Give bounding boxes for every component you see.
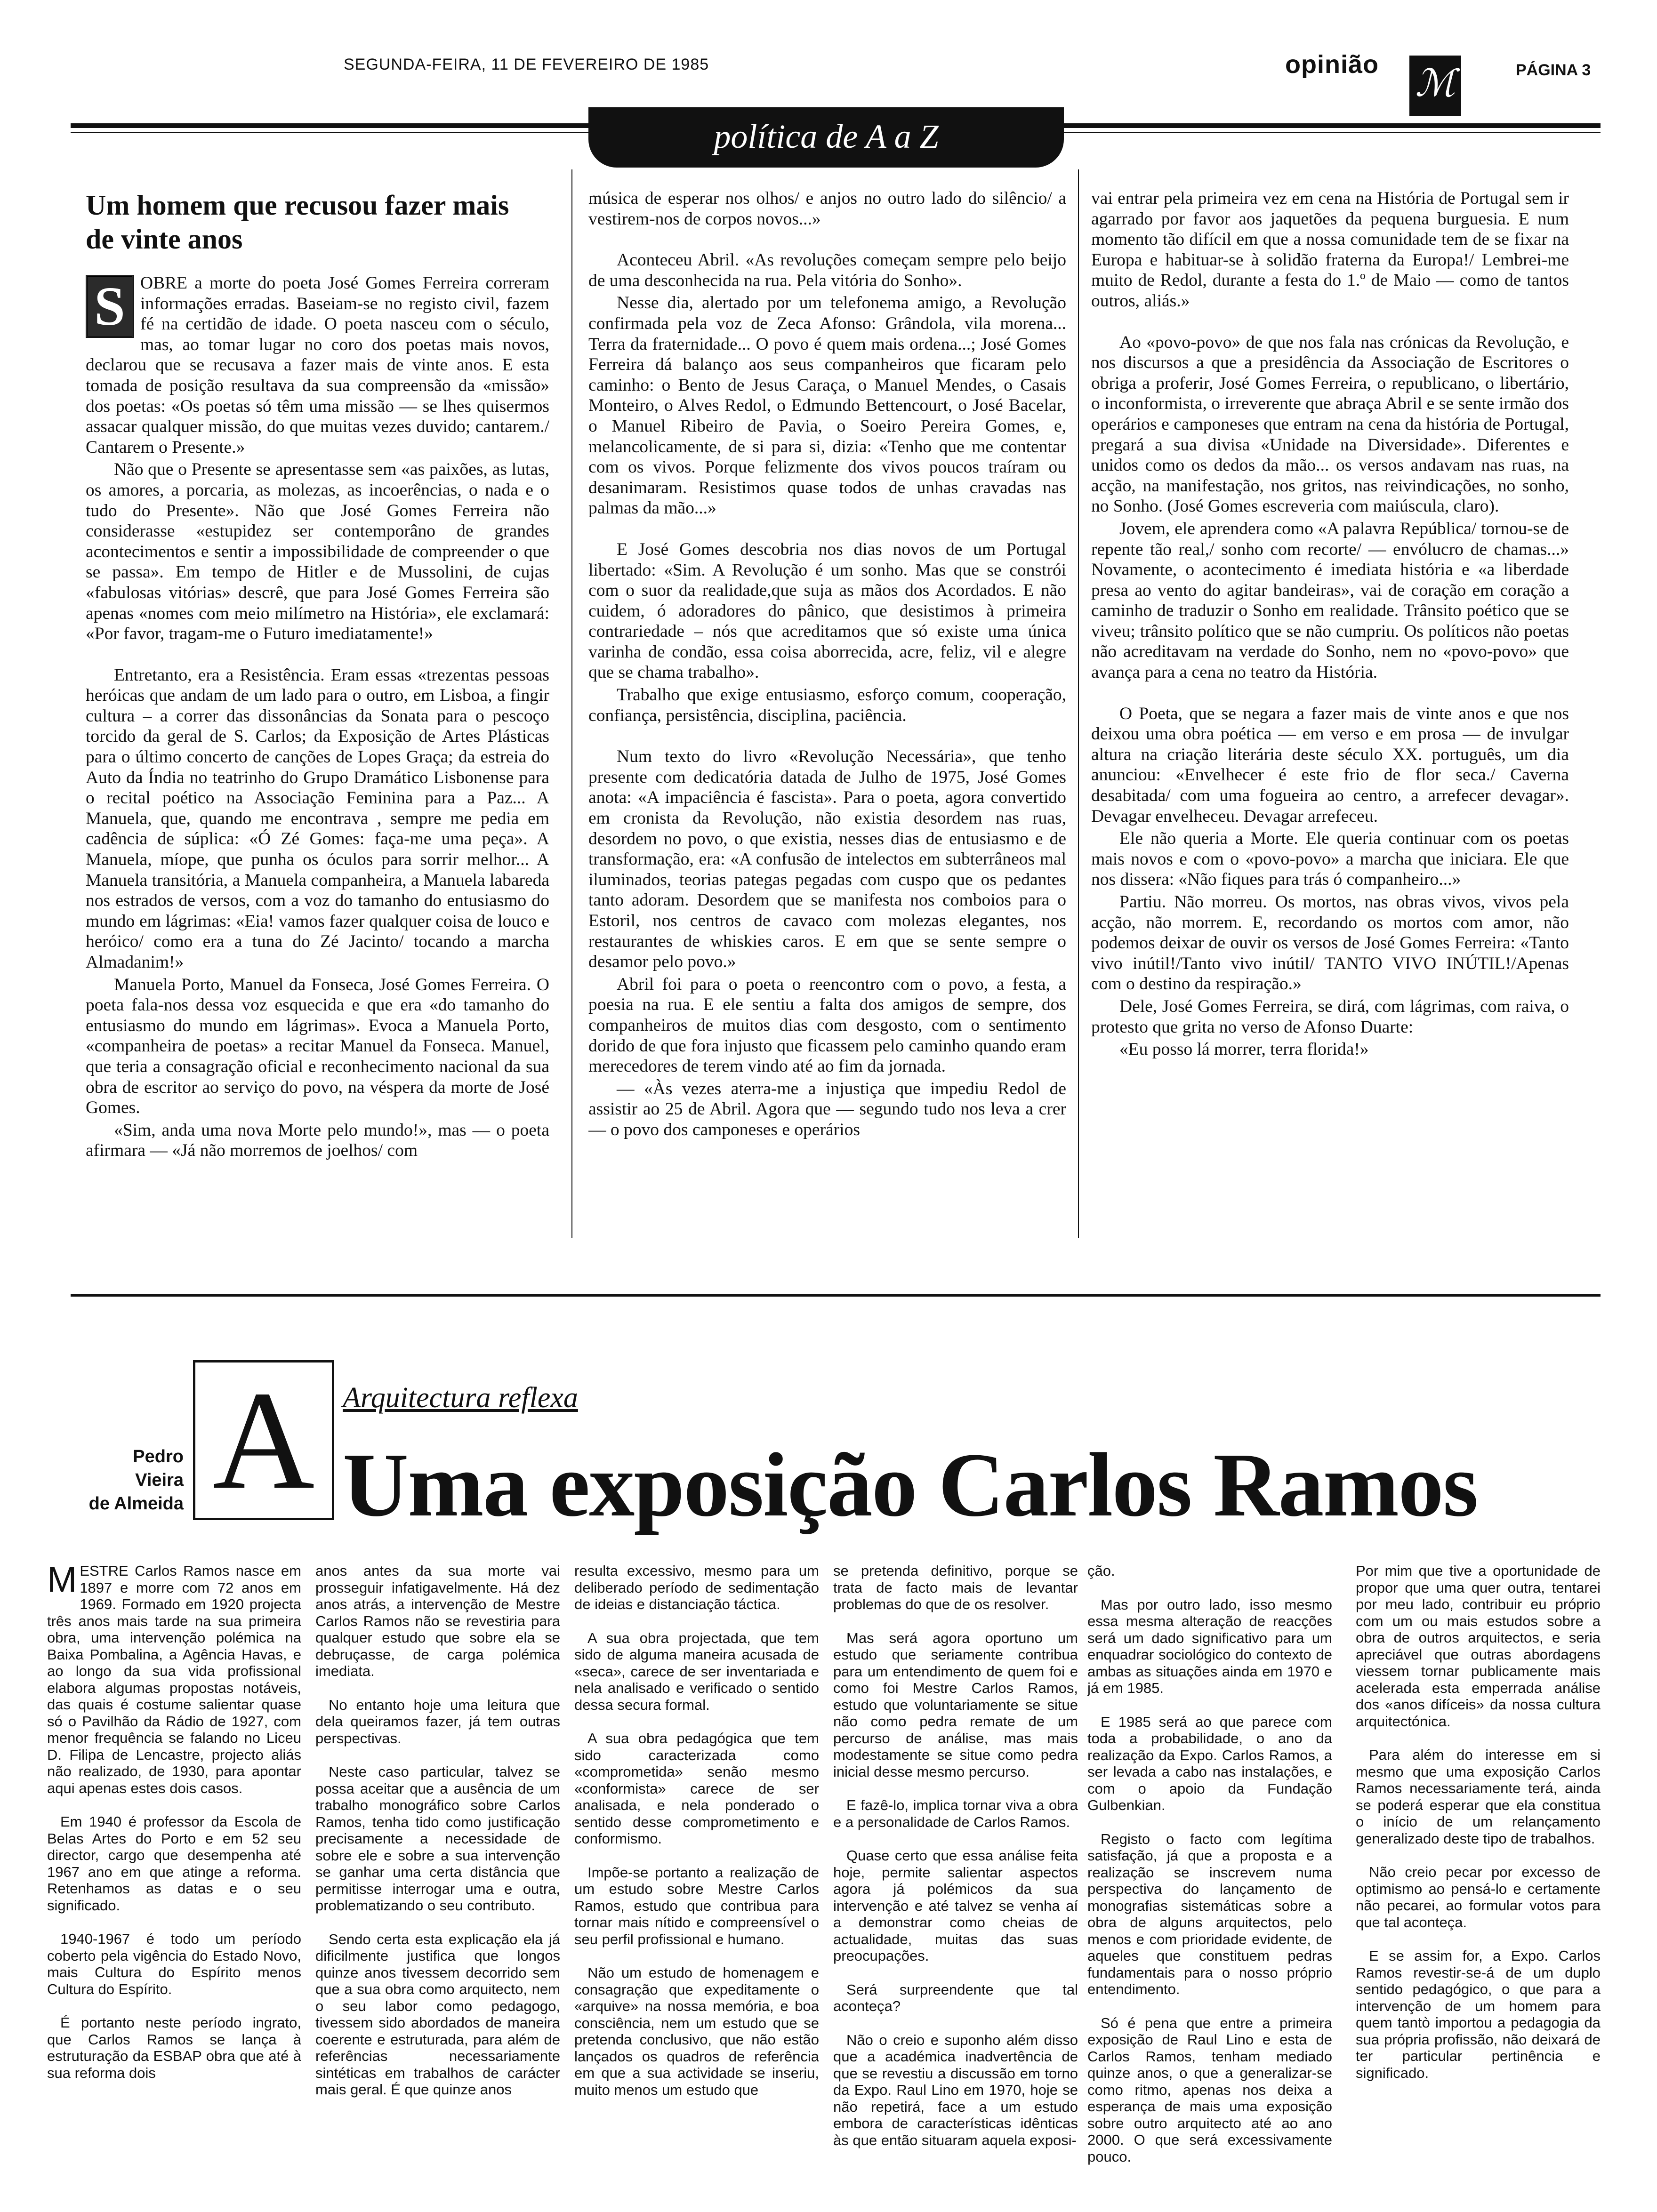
article1-col2-para-8: — «Às vezes aterra-me a injustiça que impediu Redol de assistir ao 25 de Abril. Agora que — segundo tudo nos leva a crer — o povo dos camponeses e operários [588, 1079, 1066, 1139]
article2-col5-para-5: Só é pena que entre a primeira exposição de Raul Lino e esta de Carlos Ramos, tenham mediado quinze anos, o que a generalizar-se como ritmo, apenas nos deixa a esperança de mais uma exposição sobre outro arquitecto até ao ano 2000. O que será excessivamente pouco. [1087, 2014, 1332, 2165]
article2-col6-para-4: E se assim for, a Expo. Carlos Ramos revestir-se-á de um duplo sentido pedagógico, o que para a intervenção de um homem para quem tantò importou a pedagogia da sua própria profissão, não deixará de ter particular pertinência e significado. [1356, 1948, 1601, 2081]
article2-author-line-1: Pedro [133, 1447, 184, 1467]
article2-col5-para-1: ção. [1087, 1563, 1115, 1579]
article2-col1-para-2: Em 1940 é professor da Escola de Belas Artes do Porto e em 52 seu director, cargo que desempenha até 1967 ano em que atinge a reforma. Retenhamos as datas e o seu significado. [47, 1813, 301, 1914]
article2-col4-para-1: se pretenda definitivo, porque se trata de facto mais de levantar problemas do que de os resolver. [833, 1563, 1078, 1612]
article1-col3-para-7: Dele, José Gomes Ferreira, se dirá, com lágrimas, com raiva, o protesto que grita no verso de Afonso Duarte: [1091, 996, 1569, 1037]
article1-column-2 [588, 188, 1066, 1252]
article2-column-2 [315, 1563, 560, 2174]
article2-logo [193, 1360, 334, 1520]
article1-col1-para-5: «Sim, anda uma nova Morte pelo mundo!», mas — o poeta afirmara — «Já não morremos de joelhos/ com [86, 1120, 549, 1161]
article2-col2-para-1: anos antes da sua morte vai prosseguir infatigavelmente. Há dez anos atrás, a intervenção de Mestre Carlos Ramos não se revestiria para qualquer estudo que sobre ela se debruçasse, de carga polémica imediata. [315, 1563, 560, 1679]
article2-col4-para-3: E fazê-lo, implica tornar viva a obra e a personalidade de Carlos Ramos. [833, 1797, 1078, 1830]
newspaper-logo-letter: ℳ [1415, 63, 1456, 104]
article2-col4-para-4: Quase certo que essa análise feita hoje, permite salientar aspectos agora já polémicos da sua intervenção e até talvez se venha aí a demonstrar como cheias de actualidade, muitas das suas preocupações. [833, 1847, 1078, 1964]
article1-column-3 [1091, 188, 1569, 1252]
article1-col3-para-6: Partiu. Não morreu. Os mortos, nas obras vivos, vivos pela acção, não morrem. E, recordando os mortos com amor, não podemos deixar de ouvir os versos de José Gomes Ferreira: «Tanto vivo inútil!/Tanto vivo inútil/ TANTO VIVO INÚTIL!/Apenas com o destino da respiração.» [1091, 892, 1569, 994]
article2-author-line-3: de Almeida [88, 1494, 184, 1514]
column-divider-1 [571, 169, 572, 1238]
article1-col3-para-2: Ao «povo-povo» de que nos fala nas crónicas da Revolução, e nos discursos a que a presidência da Associação de Escritores o obriga a proferir, José Gomes Ferreira, o republicano, o libertário, o inconformista, o irreverente que abraça Abril e se sente irmão dos operários e camponeses que entram na cena da história de Portugal, pregará a sua divisa «Unidade na Diversidade». Diferentes e unidos como os dedos da mão... os versos andavam nas ruas, na acção, na manifestação, nos gritos, nas reivindicações, no sonho, no Sonho. (José Gomes escreveria com maiúscula, claro). [1091, 332, 1569, 516]
article1-col3-para-1: vai entrar pela primeira vez em cena na História de Portugal sem ir agarrado por favor aos jaquetões da pequena burguesia. E num momento tão difícil em que a nossa comunidade tem de se fixar na Europa e habituar-se à solidão fraterna da Europa!/ Lembrei-me muito de Redol, durante a festa do 1.º de Maio — como de tantos outros, aliás.» [1091, 189, 1569, 311]
article2-col3-para-2: A sua obra projectada, que tem sido de alguma maneira acusada de «seca», carece de ser inventariada e nela analisado e verificado o sentido dessa secura formal. [574, 1629, 819, 1713]
article1-column-1 [86, 273, 549, 1252]
article2-col3-para-1: resulta excessivo, mesmo para um deliberado período de sedimentação de ideias e distanciação táctica. [574, 1563, 819, 1612]
article2-author-line-2: Vieira [135, 1470, 184, 1490]
article2-col4-para-6: Não o creio e suponho além disso que a académica inadvertência de que se revestiu a discussão em torno da Expo. Raul Lino em 1970, hoje se não repetirá, face a um estudo embora de características idênticas às que então situaram aquela exposi- [833, 2031, 1078, 2148]
article1-col1-para-1: OBRE a morte do poeta José Gomes Ferreira correram informações erradas. Baseiam-se no registo civil, fazem fé na certidão de idade. O poeta nasceu com o século, mas, ao tomar lugar no coro dos poetas mais novos, declarou que se recusava a fazer mais de vinte anos. E esta tomada de posição resultava da sua compreensão da «missão» dos poetas: «Os poetas só têm uma missão — se lhes quisermos assacar qualquer missão, do que muitas vezes duvido; cantarem./ Cantarem o Presente.» [86, 273, 549, 457]
article2-col6-para-2: Para além do interesse em si mesmo que uma exposição Carlos Ramos necessariamente terá, ainda se poderá esperar que ela constitua o início de um relançamento generalizado deste tipo de trabalhos. [1356, 1747, 1601, 1847]
article2-column-3 [574, 1563, 819, 2174]
article2-author [85, 1445, 184, 1515]
article1-col2-para-7: Abril foi para o poeta o reencontro com o povo, a festa, a poesia na rua. E ele sentiu a falta dos amigos de sempre, dos companheiros de muitos dias com desgosto, com o sentimento dorido de que fora injusto que ficassem pelo caminho quando eram merecedores de terem vindo até ao fim da jornada. [588, 974, 1066, 1076]
section-banner-label: política de A a Z [714, 118, 939, 155]
article2-col6-para-1: Por mim que tive a oportunidade de propor que uma quer outra, tentarei por meu lado, contribuir eu próprio com um ou mais estudos sobre a obra de outros arquitectos, e seria apreciável que outras abordagens viessem tornar publicamente mais acelerada esta emperrada análise dos «anos difíceis» da nossa cultura arquitectónica. [1356, 1563, 1601, 1730]
article2-col2-para-2: No entanto hoje uma leitura que dela queiramos fazer, já tem outras perspectivas. [315, 1696, 560, 1747]
article2-column-4 [833, 1563, 1078, 2174]
article2-column-5 [1087, 1563, 1332, 2174]
article2-logo-letter: A [212, 1362, 315, 1518]
article2-col6-para-3: Não creio pecar por excesso de optimismo ao pensá-lo e certamente não pecarei, ao formular votos para que tal aconteça. [1356, 1864, 1601, 1931]
article1-col3-para-3: Jovem, ele aprendera como «A palavra República/ tornou-se de repente tão real,/ sonho com recorte/ — envólucro de chamas...» Novamente, o acontecimento é imediata história e «a liberdade presa ao vento do agitar bandeiras», vai de coração em coração a caminho de traduzir o Sonho em realidade. Trânsito poético que se viveu; trânsito político que se não cumpriu. Os políticos não poetas não acreditavam na verdade do Sonho, nem no «povo-povo» que avança para a cena no teatro da História. [1091, 519, 1569, 682]
article1-col1-para-3: Entretanto, era a Resistência. Eram essas «trezentas pessoas heróicas que andam de um lado para o outro, em Lisboa, a fingir cultura – a correr das dissonâncias da Sonata para o pescoço torcido da geral de S. Carlos; da Exposição de Artes Plásticas para o último concerto de canções de Lopes Graça; da estreia do Auto da Índia no teatrinho do Grupo Dramático Lisbonense para o recital poético na Associação Feminina para a Paz... A Manuela, que, quando me encontrava , sempre me pedia em cadência de súplica: «Ó Zé Gomes: faça-me uma peça». A Manuela, míope, que punha os óculos para sorrir melhor... A Manuela transitória, a Manuela companheira, a Manuela labareda nos estrados de versos, com a voz do tamanho do entusiasmo do mundo em lágrimas: «Eia! vamos fazer qualquer coisa de louco e heróico/ como era a tuna do Zé Jacinto/ tocando a marcha Almadanim!» [86, 665, 549, 972]
article2-col3-para-4: Impõe-se portanto a realização de um estudo sobre Mestre Carlos Ramos, estudo que contribua para tornar mais nítido e compreensível o seu perfil profissional e humano. [574, 1864, 819, 1948]
article1-col3-para-8: «Eu posso lá morrer, terra florida!» [1119, 1040, 1369, 1059]
page-date: SEGUNDA-FEIRA, 11 DE FEVEREIRO DE 1985 [344, 56, 709, 73]
article2-col1-para-3: 1940-1967 é todo um período coberto pela vigência do Estado Novo, mais Cultura do Espírito menos Cultura do Espírito. [47, 1931, 301, 1997]
article1-col3-para-4: O Poeta, que se negara a fazer mais de vinte anos e que nos deixou uma obra poética — em verso e em prosa — de invulgar altura na criação literária deste século XX. português, um dia anunciou: «Envelhecer é este frio de flor seca./ Caverna desabitada/ com uma fogueira ao centro, a arrefecer devagar». Devagar envelheceu. Devagar arrefeceu. [1091, 704, 1569, 826]
article1-col2-para-5: Trabalho que exige entusiasmo, esforço comum, cooperação, confiança, persistência, disciplina, paciência. [588, 685, 1066, 725]
newspaper-logo-icon [1409, 56, 1461, 116]
article1-title: Um homem que recusou fazer mais de vinte anos [86, 190, 509, 255]
article2-col2-para-4: Sendo certa esta explicação ela já dificilmente justifica que longos quinze anos tivessem decorrido sem que a sua obra como arquitecto, nem o seu labor como pedagogo, tivessem sido abordados de maneira coerente e estruturada, para além de referências necessariamente sintéticas em trabalhos de carácter mais geral. É que quinze anos [315, 1931, 560, 2098]
article1-col3-para-5: Ele não queria a Morte. Ele queria continuar com os poetas mais novos e com o «povo-povo» a marcha que iniciara. Ele que nos dissera: «Não fiques para trás ó companheiro...» [1091, 829, 1569, 890]
article2-col4-para-2: Mas será agora oportuno um estudo que seriamente contribua para um entendimento de quem foi e como foi Mestre Carlos Ramos, estudo que voluntariamente se situe não como pedra remate de um percurso de análise, mas mais modestamente se situe como pedra inicial desse mesmo percurso. [833, 1629, 1078, 1780]
article2-col3-para-5: Não um estudo de homenagem e consagração que expeditamente o «arquive» na nossa memória, e boa consciência, nem um estudo que se pretenda conclusivo, que não estão lançados os quadros de referência em que a sua actividade se inseriu, muito menos um estudo que [574, 1964, 819, 2098]
section-banner [588, 107, 1064, 168]
article2-kicker: Arquitectura reflexa [343, 1382, 578, 1414]
article2-drop-cap: M [47, 1563, 77, 1600]
article1-col2-para-2: Aconteceu Abril. «As revoluções começam sempre pelo beijo de uma desconhecida na rua. Pela vitória do Sonho». [588, 250, 1066, 290]
article2-col3-para-3: A sua obra pedagógica que tem sido caracterizada como «comprometida» senão mesmo «conformista» carece de ser analisada, e nela ponderado o sentido desse comprometimento e conformismo. [574, 1730, 819, 1847]
article1-drop-cap: S [86, 275, 134, 338]
article1-col1-para-2: Não que o Presente se apresentasse sem «as paixões, as lutas, os amores, a porcaria, as molezas, as incoerências, o nada e o tudo do Presente». Não que José Gomes Ferreira não considerasse «estupidez ser contemporâno de grandes acontecimentos e sentir a impossibilidade de compreender o que se passa». Em tempo de Hitler e de Mussolini, de cujas «fabulosas vitórias» descrê, que para José Gomes Ferreira são apenas «nomes com meio milímetro na História», ele exclamará: «Por favor, tragam-me o Futuro imediatamente!» [86, 460, 549, 644]
article1-col2-para-6: Num texto do livro «Revolução Necessária», que tenho presente com dedicatória datada de Julho de 1975, José Gomes anota: «A impaciência é fascista». Para o poeta, agora convertido em cronista da Revolução, não existia desordem nas ruas, desordem no povo, o que existia, nesses dias de entusiasmo e de transformação, era: «A confusão de intelectos em subterrâneos mal iluminados, teorias pategas pegadas com cuspo que os pedantes tanto adoram. Desordem que se manifesta nos comboios para o Estoril, nos centros de cavaco com molezas elegantes, nos restaurantes de whiskies caros. E em que se sente sempre o desamor pelo povo.» [588, 747, 1066, 972]
article2-title: Uma exposição Carlos Ramos [343, 1434, 1478, 1535]
article1-col1-para-4: Manuela Porto, Manuel da Fonseca, José Gomes Ferreira. O poeta fala-nos dessa voz esquecida e que era «do tamanho do entusiasmo do mundo em lágrimas». Evoca a Manuela Porto, «companheira de poetas» a recitar Manuel da Fonseca. Manuel, que teria a consagração oficial e reconhecimento nacional da sua obra de escritor ao serviço do povo, na véspera da morte de José Gomes. [86, 975, 549, 1118]
article2-col1-para-4: É portanto neste período ingrato, que Carlos Ramos se lança à estruturação da ESBAP obra que até à sua reforma dois [47, 2014, 301, 2081]
article2-col1-para-1: ESTRE Carlos Ramos nasce em 1897 e morre com 72 anos em 1969. Formado em 1920 projecta três anos mais tarde na sua primeira obra, uma intervenção polémica na Baixa Pombalina, a Agência Havas, e ao longo da sua vida profissional elabora algumas propostas notáveis, das quais é costume salientar quase só o Pavilhão da Rádio de 1927, com menor frequência se falando no Liceu D. Filipa de Lencastre, projecto aliás não realizado, de 1930, para apontar aqui apenas estes dois casos. [47, 1563, 301, 1796]
article1-col2-para-4: E José Gomes descobria nos dias novos de um Portugal libertado: «Sim. A Revolução é um sonho. Mas que se constrói com o suor da realidade,que suja as mãos dos Acordados. E não cuidem, ó adoradores do pânico, que desistimos à primeira contrariedade – nós que acreditamos que só existe uma única varinha de condão, essa coisa aborrecida, acre, feliz, vil e alegre que se chama trabalho». [588, 539, 1066, 682]
article-separator-rule [71, 1294, 1601, 1297]
article2-column-6 [1356, 1563, 1601, 2174]
section-label: opinião [1285, 50, 1379, 79]
article2-column-1 [47, 1563, 301, 2174]
article2-col2-para-3: Neste caso particular, talvez se possa aceitar que a ausência de um trabalho monográfico sobre Carlos Ramos, tenha tido como justificação precisamente a necessidade de sobre ele e sobre a sua intervenção se ganhar uma certa distância que permitisse interrogar uma e outra, problematizando o seu contributo. [315, 1763, 560, 1914]
article2-col4-para-5: Será surpreendente que tal aconteça? [833, 1981, 1078, 2014]
article1-col2-para-1: música de esperar nos olhos/ e anjos no outro lado do silêncio/ a vestirem-nos de corpos novos...» [588, 189, 1066, 229]
article2-col5-para-2: Mas por outro lado, isso mesmo essa mesma alteração de reacções será um dado significativo para um enquadrar sociológico do contexto de ambas as situações ainda em 1970 e já em 1985. [1087, 1596, 1332, 1696]
page-number: PÁGINA 3 [1516, 61, 1591, 79]
article2-col5-para-3: E 1985 será ao que parece com toda a probabilidade, o ano da realização da Expo. Carlos Ramos, a ser levada a cabo nas instalações, e com o apoio da Fundação Gulbenkian. [1087, 1713, 1332, 1813]
article2-col5-para-4: Registo o facto com legítima satisfação, já que a proposta e a realização se inscrevem numa perspectiva do lançamento de monografias sistemáticas sobre a obra de alguns arquitectos, pelo menos e com prioridade evidente, de aqueles que constituem pedras fundamentais para o nosso próprio entendimento. [1087, 1830, 1332, 1997]
article1-col2-para-3: Nesse dia, alertado por um telefonema amigo, a Revolução confirmada pela voz de Zeca Afonso: Grândola, vila morena... Terra da fraternidade... O povo é quem mais ordena...; José Gomes Ferreira dá balanço aos seus companheiros que ficaram pelo caminho: o Bento de Jesus Caraça, o Manuel Mendes, o Casais Monteiro, o Alves Redol, o Edmundo Bettencourt, o José Bacelar, o Manuel Ribeiro de Pavia, o Soeiro Pereira Gomes, e, melancolicamente, de si para si, dizia: «Tenho que me contentar com os vivos. Porque felizmente dos vivos poucos traíram ou desanimaram. Resistimos quase todos de unhas cravadas nas palmas da mão...» [588, 293, 1066, 518]
column-divider-2 [1078, 169, 1079, 1238]
